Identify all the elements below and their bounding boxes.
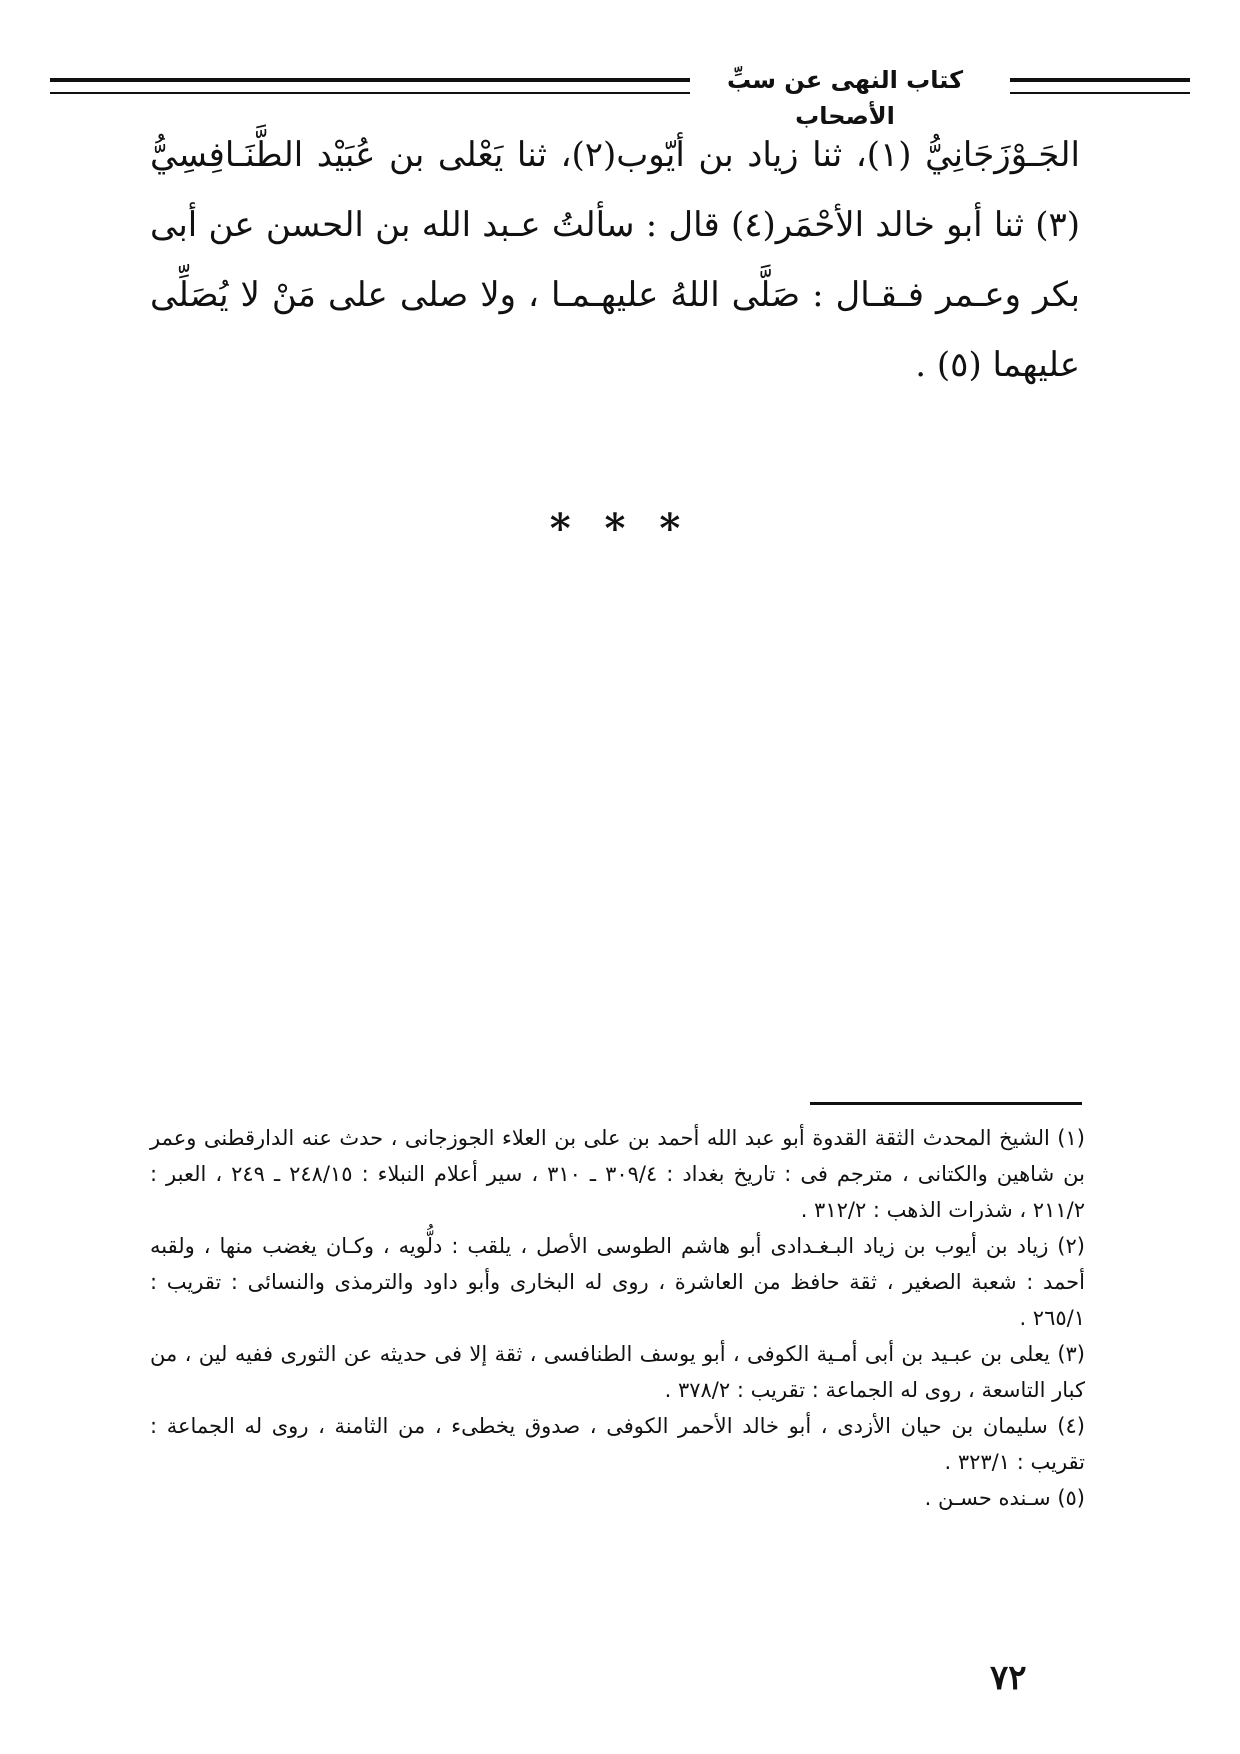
section-separator: * * *: [549, 505, 691, 552]
main-paragraph: الجَـوْزَجَانِيُّ (١)، ثنا زياد بن أيّوب(٢)، ثنا يَعْلى بن عُبَيْد الطَّنَـافِسِيُّ (٣) ثنا أبو خالد الأحْمَر(٤) قال : سألتُ عـبد الله بن الحسن عن أبى بكر وعـمر فـقـال : صَلَّى اللهُ عليهـمـا ، ولا صلى على مَنْ لا يُصَلِّى عليهما (٥) .: [150, 135, 1080, 385]
header-rule-left: [50, 78, 690, 94]
footnote-rule: [810, 1102, 1082, 1105]
footnote-1: (١) الشيخ المحدث الثقة القدوة أبو عبد الله أحمد بن على بن العلاء الجوزجانى ، حدث عنه الدارقطنى وعمر بن شاهين والكتانى ، مترجم فى : تاريخ بغداد : ٣٠٩/٤ ـ ٣١٠ ، سير أعلام النبلاء : ٢٤٨/١٥ ـ ٢٤٩ ، العبر : ٢١١/٢ ، شذرات الذهب : ٣١٢/٢ .: [150, 1126, 1085, 1222]
header-rule-right: [1010, 78, 1190, 94]
footnotes: [150, 1120, 1085, 1516]
running-header: [50, 62, 1190, 130]
header-title: كتاب النهى عن سبِّ الأصحاب: [726, 66, 964, 130]
footnote-4: (٤) سليمان بن حيان الأزدى ، أبو خالد الأحمر الكوفى ، صدوق يخطىء ، من الثامنة ، روى له الجماعة : تقريب : ٣٢٣/١ .: [150, 1414, 1085, 1474]
footnote-5: (٥) سـنده حسـن .: [924, 1486, 1085, 1510]
footnote-2: (٢) زياد بن أيوب بن زياد البـغـدادى أبو هاشم الطوسى الأصل ، يلقب : دلُّويه ، وكـان يغضب منها ، ولقبه أحمد : شعبة الصغير ، ثقة حافظ من العاشرة ، روى له البخارى وأبو داود والترمذى والنسائى : تقريب : ٢٦٥/١ .: [150, 1234, 1085, 1330]
main-text: [150, 120, 1080, 400]
footnote-3: (٣) يعلى بن عبـيد بن أبى أمـية الكوفى ، أبو يوسف الطنافسى ، ثقة إلا فى حديثه عن الثورى ففيه لين ، من كبار التاسعة ، روى له الجماعة : تقريب : ٣٧٨/٢ .: [150, 1342, 1085, 1402]
page-number: ٧٢: [990, 1658, 1027, 1698]
